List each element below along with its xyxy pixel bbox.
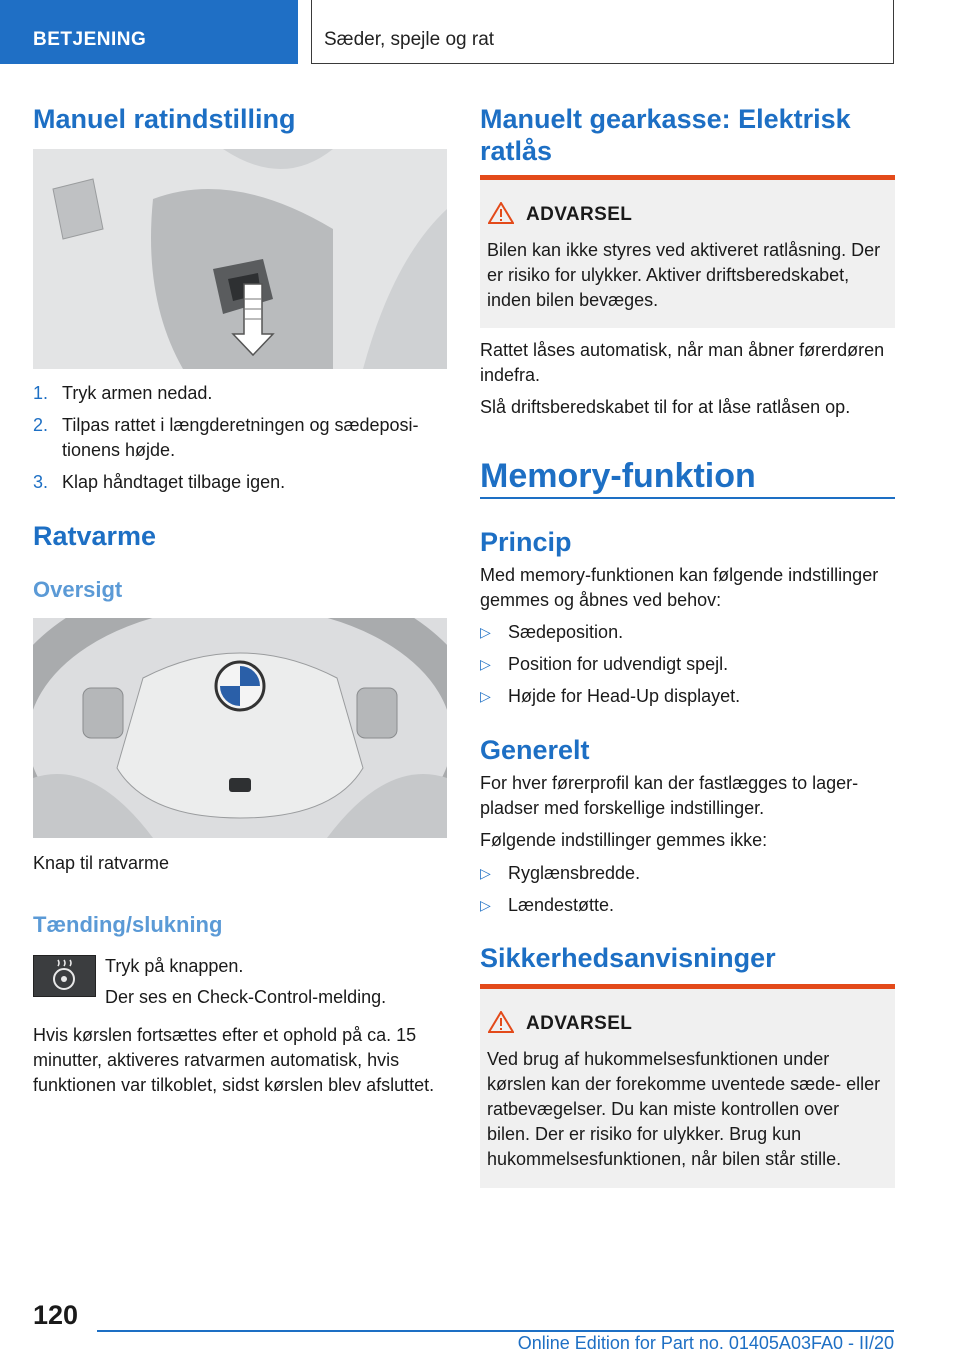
warning-triangle-icon (488, 1011, 514, 1038)
heading-principle: Princip (480, 527, 572, 557)
bullet-triangle-icon: ▷ (480, 688, 491, 704)
list-item: 2. Tilpas rattet i længderetningen og sædepositionens højde. (33, 415, 419, 460)
list-item: 3. Klap håndtaget tilbage igen. (33, 472, 286, 492)
chapter-tab (311, 0, 894, 64)
steering-column-lever-image (33, 149, 447, 369)
heading-manual-steering-adjust: Manuel ratindstilling (33, 104, 296, 134)
steps-list (33, 381, 447, 502)
section-tab (0, 0, 298, 64)
warning-label: ADVARSEL (526, 204, 633, 225)
warning-box-steering-lock (480, 175, 895, 328)
steering-heat-button-icon (33, 955, 96, 997)
general-text: For hver førerprofil kan der fastlægges to lagerpladser med forskellige indstillinger. (480, 773, 859, 818)
onoff-message: Der ses en Check-Control-melding. (105, 987, 387, 1007)
bullet-triangle-icon: ▷ (480, 624, 491, 640)
list-item: ▷ Position for udvendigt spejl. (480, 652, 895, 677)
principle-list (480, 620, 895, 716)
bullet-triangle-icon: ▷ (480, 865, 491, 881)
warning-text: Ved brug af hukommelsesfunktionen under kørslen kan der forekomme uventede sæde- eller ratbevægelser. Du kan miste kontrollen over bilen. Der er risiko for ulykker. Brug kun hukommelsesfunktionen, når bilen står stille. (487, 1049, 881, 1169)
footer-edition: Online Edition for Part no. 01405A03FA0 - II/20 (517, 1333, 894, 1353)
heading-rule (480, 497, 895, 499)
warning-triangle-icon (488, 202, 514, 229)
heading-safety-notes: Sikkerhedsanvisninger (480, 943, 776, 973)
bullet-triangle-icon: ▷ (480, 897, 491, 913)
heading-steering-heating: Ratvarme (33, 521, 157, 551)
footer-rule (97, 1330, 894, 1332)
bullet-triangle-icon: ▷ (480, 656, 491, 672)
list-item: ▷ Sædeposition. (480, 620, 895, 645)
lock-paragraph: Rattet låses automatisk, når man åbner førerdøren indefra. (480, 340, 885, 385)
chapter-label: Sæder, spejle og rat (324, 29, 495, 50)
unlock-paragraph: Slå driftsberedskabet til for at låse ratlåsen op. (480, 397, 851, 417)
section-label: BETJENING (33, 29, 147, 50)
warning-box-memory (480, 984, 895, 1188)
list-item: ▷ Ryglænsbredde. (480, 861, 895, 886)
heading-general: Generelt (480, 735, 590, 765)
list-item: ▷ Lændestøtte. (480, 893, 895, 918)
subheading-on-off: Tænding/slukning (33, 912, 223, 937)
page-number: 120 (33, 1300, 79, 1330)
subheading-overview: Oversigt (33, 577, 123, 602)
warning-label: ADVARSEL (526, 1013, 633, 1034)
warning-text: Bilen kan ikke styres ved aktiveret ratlåsning. Der er risiko for ulykker. Aktiver driftsberedskabet, inden bilen bevæges. (487, 240, 881, 310)
steering-wheel-image (33, 618, 447, 838)
heating-auto-paragraph: Hvis kørslen fortsættes efter et ophold på ca. 15 minutter, aktiveres ratvarmen automatisk, hvis funktionen var tilkoblet, sidst kørslen blev afsluttet. (33, 1025, 435, 1095)
general-list (480, 861, 895, 925)
general-text-2: Følgende indstillinger gemmes ikke: (480, 830, 768, 850)
list-item: ▷ Højde for Head-Up displayet. (480, 684, 895, 709)
heading-memory-function: Memory-funktion (480, 457, 756, 495)
list-item: 1. Tryk armen nedad. (33, 383, 213, 403)
onoff-instruction: Tryk på knappen. (105, 956, 244, 976)
image-caption: Knap til ratvarme (33, 853, 170, 873)
principle-text: Med memory-funktionen kan følgende indstillinger gemmes og åbnes ved behov: (480, 565, 879, 610)
heading-electric-steering-lock: Manuelt gearkasse: Elektrisk ratlås (480, 104, 851, 166)
